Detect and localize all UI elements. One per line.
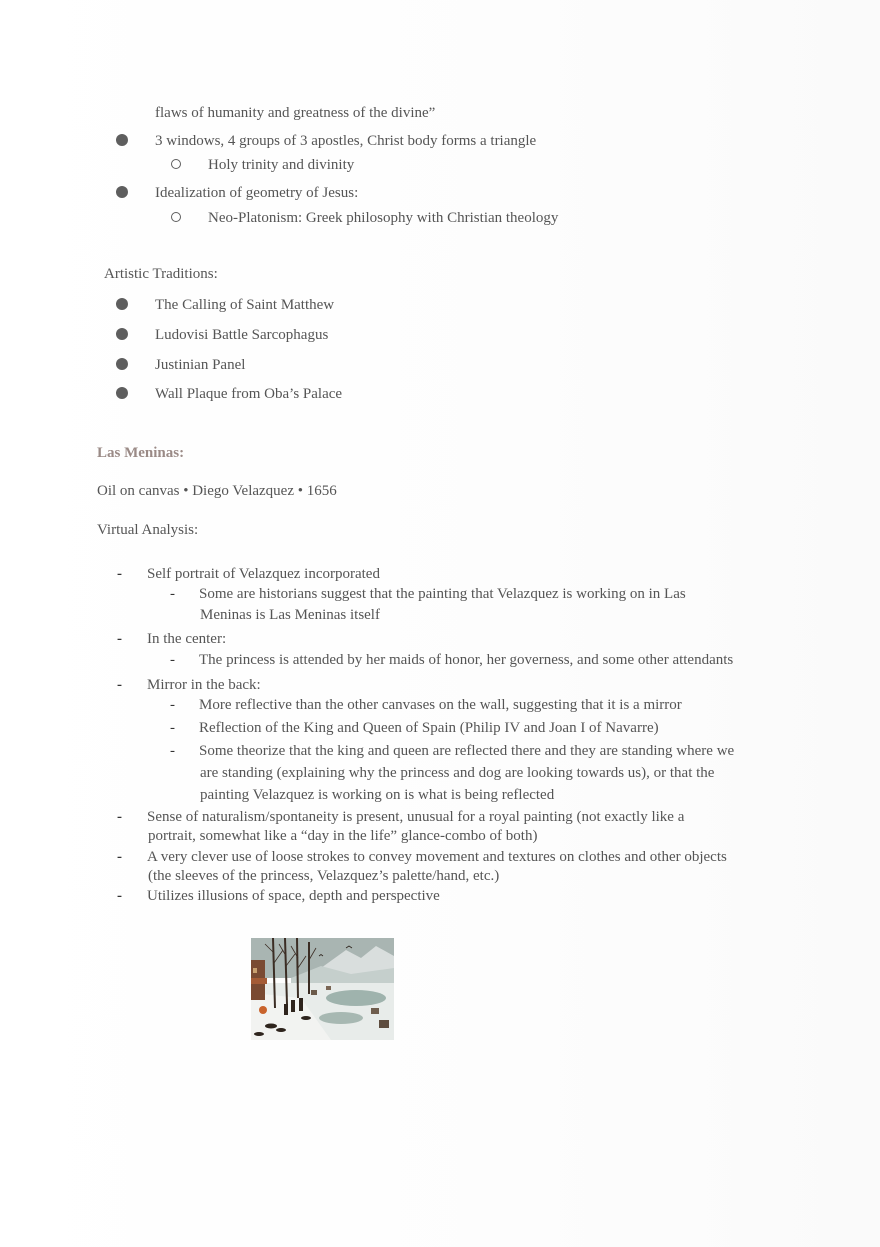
sub-list-item: Reflection of the King and Queen of Spain (Philip IV and Joan I of Navarre) [199,720,659,736]
dash-icon: - [170,586,175,602]
bullet-icon [116,387,128,399]
dash-icon: - [170,697,175,713]
list-item: Sense of naturalism/spontaneity is present, unusual for a royal painting (not exactly like a [147,809,685,825]
section-label: Artistic Traditions: [104,266,218,282]
list-item: In the center: [147,631,227,647]
analysis-label: Virtual Analysis: [97,522,199,538]
list-item: Ludovisi Battle Sarcophagus [155,327,329,343]
list-item: Justinian Panel [155,357,246,373]
dash-icon: - [117,888,122,904]
list-item: Mirror in the back: [147,677,261,693]
sub-list-item: Some are historians suggest that the painting that Velazquez is working on in Las [199,586,686,602]
continuation-line: flaws of humanity and greatness of the divine” [155,105,436,121]
sub-list-item: Neo-Platonism: Greek philosophy with Christian theology [208,210,559,226]
dash-icon: - [117,809,122,825]
dash-icon: - [117,566,122,582]
bullet-icon [116,298,128,310]
list-item: Wall Plaque from Oba’s Palace [155,386,343,402]
bullet-icon [116,134,128,146]
sub-list-item-cont: painting Velazquez is working on is what is being reflected [200,787,555,803]
painting-image [251,938,394,1040]
bullet-icon [116,328,128,340]
list-item: The Calling of Saint Matthew [155,297,335,313]
sub-list-item: Holy trinity and divinity [208,157,355,173]
sub-list-item: Some theorize that the king and queen are reflected there and they are standing where we [199,743,735,759]
list-item: A very clever use of loose strokes to convey movement and textures on clothes and other objects [147,849,727,865]
sub-list-item: More reflective than the other canvases on the wall, suggesting that it is a mirror [199,697,682,713]
hollow-bullet-icon [171,212,181,222]
artwork-info: Oil on canvas • Diego Velazquez • 1656 [97,483,337,499]
sub-list-item: The princess is attended by her maids of honor, her governess, and some other attendants [199,652,734,668]
section-heading: Las Meninas: [97,445,185,461]
sub-list-item-cont: Meninas is Las Meninas itself [200,607,380,623]
hollow-bullet-icon [171,159,181,169]
list-item: Utilizes illusions of space, depth and perspective [147,888,440,904]
list-item-cont: portrait, somewhat like a “day in the life” glance-combo of both) [148,828,538,844]
bullet-icon [116,186,128,198]
dash-icon: - [170,720,175,736]
list-item: Idealization of geometry of Jesus: [155,185,359,201]
dash-icon: - [117,677,122,693]
dash-icon: - [170,652,175,668]
sub-list-item-cont: are standing (explaining why the princess and dog are looking towards us), or that the [200,765,715,781]
list-item-cont: (the sleeves of the princess, Velazquez’s palette/hand, etc.) [148,868,500,884]
dash-icon: - [117,849,122,865]
list-item: 3 windows, 4 groups of 3 apostles, Christ body forms a triangle [155,133,537,149]
bullet-icon [116,358,128,370]
dash-icon: - [117,631,122,647]
list-item: Self portrait of Velazquez incorporated [147,566,380,582]
dash-icon: - [170,743,175,759]
